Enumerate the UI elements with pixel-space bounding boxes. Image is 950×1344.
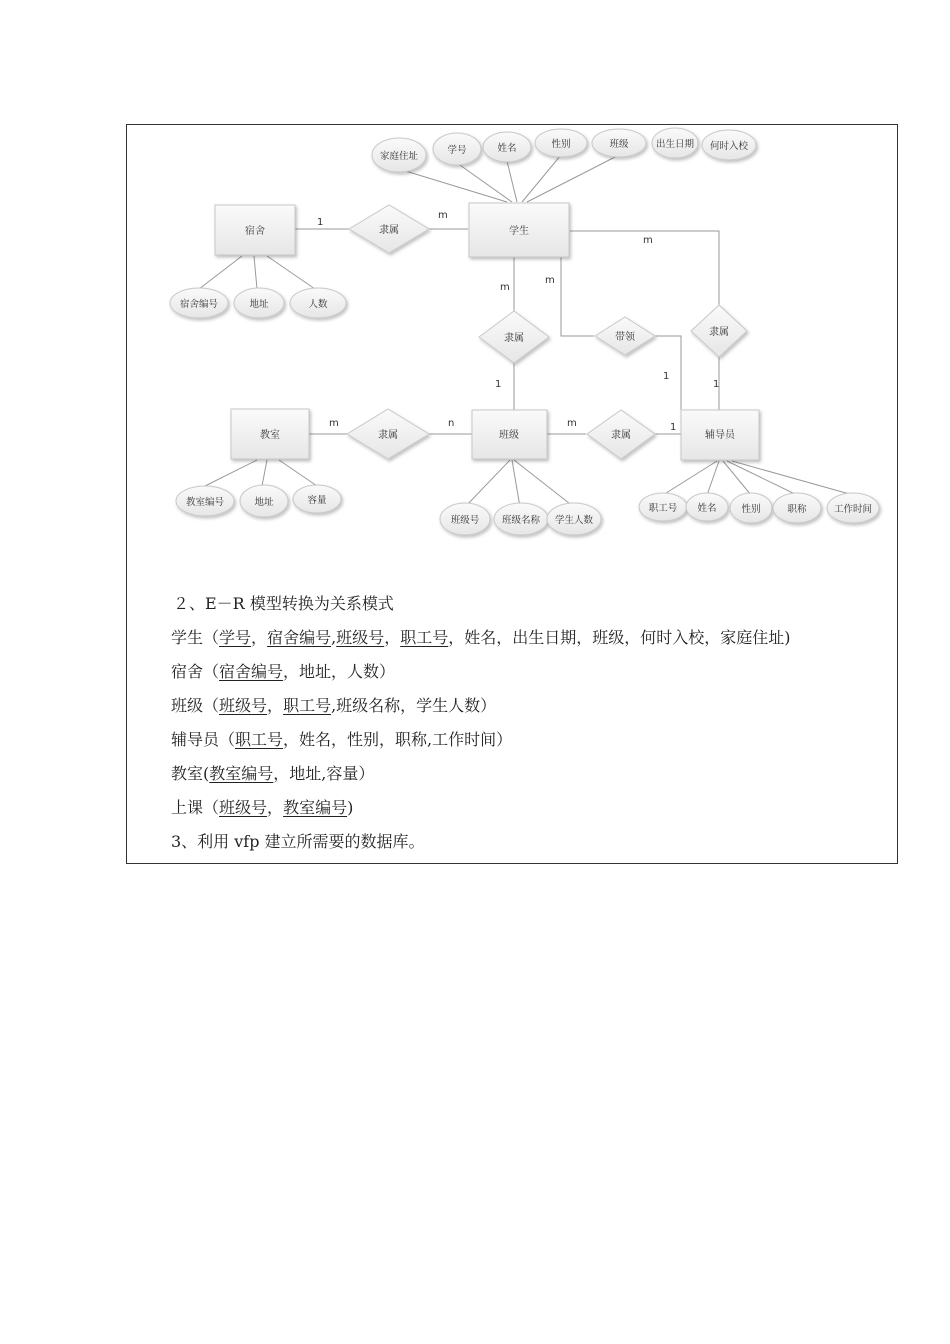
attr-counselor-title (773, 493, 821, 523)
schema-name: 上课 (171, 798, 204, 817)
entity-counselor (681, 410, 759, 460)
attr-counselor-name (686, 493, 728, 521)
svg-text:班级号: 班级号 (450, 515, 480, 526)
svg-text:学生: 学生 (509, 226, 529, 237)
svg-text:班级名称: 班级名称 (501, 515, 541, 526)
schema-name: 班级 (171, 696, 204, 715)
svg-text:性别: 性别 (741, 504, 761, 515)
svg-text:工作时间: 工作时间 (833, 504, 873, 515)
attr-student-address (372, 138, 426, 172)
svg-text:容量: 容量 (307, 495, 327, 506)
attr-student-gender (535, 129, 587, 157)
attr-class-student-count (547, 503, 601, 535)
card-class-n: n (448, 418, 455, 429)
svg-text:带领: 带领 (615, 332, 635, 343)
attr-counselor-gender (730, 493, 772, 523)
svg-text:宿舍编号: 宿舍编号 (179, 299, 219, 310)
attr-classroom-address (240, 485, 288, 517)
svg-text:教室编号: 教室编号 (185, 497, 225, 508)
section-heading: ２、E－R 模型转换为关系模式 (173, 594, 394, 613)
svg-text:隶属: 隶属 (611, 430, 631, 441)
primary-key: 教室编号 (283, 798, 348, 817)
svg-text:隶属: 隶属 (504, 333, 524, 344)
svg-text:隶属: 隶属 (379, 225, 399, 236)
entity-class (472, 410, 547, 459)
svg-text:姓名: 姓名 (497, 143, 517, 154)
attr-class-id (440, 503, 490, 535)
svg-text:出生日期: 出生日期 (655, 139, 695, 150)
schema-counselor: 辅导员（职工号，姓名，性别，职称,工作时间） (171, 730, 513, 749)
svg-text:职工号: 职工号 (648, 503, 678, 514)
svg-text:班级: 班级 (609, 139, 629, 150)
foreign-key: 职工号 (400, 628, 449, 647)
relation-lead (595, 317, 655, 355)
svg-text:地址: 地址 (249, 299, 269, 310)
card-student-dorm: m (438, 210, 448, 221)
card-student-lead: m (545, 275, 555, 286)
card-class-side: 1 (495, 379, 502, 390)
attr-student-name (483, 132, 531, 162)
svg-text:地址: 地址 (254, 497, 274, 508)
attr-student-id (433, 133, 481, 165)
card-student-counselor: m (643, 235, 653, 246)
primary-key: 职工号 (235, 730, 284, 749)
entity-dorm (215, 205, 295, 255)
svg-text:家庭住址: 家庭住址 (379, 151, 419, 162)
attr-classroom-id (176, 486, 234, 516)
schema-class: 班级（班级号，职工号,班级名称，学生人数） (171, 696, 497, 715)
attr-classroom-capacity (293, 485, 341, 513)
primary-key: 学号 (219, 628, 252, 647)
card-dorm: 1 (317, 217, 324, 228)
attr-counselor-worktime (827, 493, 879, 523)
svg-text:辅导员: 辅导员 (705, 430, 735, 441)
attr-dorm-address (234, 288, 284, 318)
card-class-m: m (567, 418, 577, 429)
card-counselor-1: 1 (670, 422, 677, 433)
schema-name: 教室 (171, 764, 204, 783)
relation-class-student (479, 311, 549, 363)
schema-lesson: 上课（班级号，教室编号) (171, 798, 354, 817)
schema-dorm: 宿舍（宿舍编号，地址，人数） (171, 662, 396, 681)
card-classroom: m (329, 418, 339, 429)
relation-counselor-student (691, 305, 747, 357)
svg-text:人数: 人数 (308, 299, 328, 310)
card-counselor-rel: 1 (713, 379, 720, 390)
svg-text:教室: 教室 (260, 430, 280, 441)
schema-classroom: 教室(教室编号，地址,容量） (171, 764, 375, 783)
attr-dorm-count (290, 288, 346, 318)
card-student-class: m (500, 282, 510, 293)
primary-key: 班级号 (219, 798, 268, 817)
schema-name: 宿舍 (171, 662, 204, 681)
attr-counselor-id (639, 493, 687, 521)
foreign-key: 班级号 (336, 628, 385, 647)
schema-student: 学生（学号，宿舍编号,班级号，职工号，姓名，出生日期，班级，何时入校，家庭住址) (171, 628, 791, 647)
svg-text:宿舍: 宿舍 (245, 226, 265, 237)
attr-dorm-id (170, 288, 228, 318)
svg-text:隶属: 隶属 (709, 327, 729, 338)
svg-text:何时入校: 何时入校 (709, 141, 749, 152)
svg-text:隶属: 隶属 (378, 430, 398, 441)
primary-key: 教室编号 (209, 764, 274, 783)
attr-student-birthdate (652, 128, 698, 158)
svg-text:学号: 学号 (447, 145, 467, 156)
svg-text:职称: 职称 (787, 504, 807, 515)
primary-key: 班级号 (219, 696, 268, 715)
document-frame (126, 124, 898, 864)
primary-key: 宿舍编号 (219, 662, 284, 681)
svg-text:性别: 性别 (551, 139, 571, 150)
foreign-key: 宿舍编号 (267, 628, 332, 647)
entity-classroom (231, 409, 309, 459)
entity-student (469, 203, 569, 257)
attr-class-name (494, 503, 548, 535)
step-3-text: 3、利用 vfp 建立所需要的数据库。 (171, 832, 425, 851)
svg-text:姓名: 姓名 (697, 503, 717, 514)
relation-class-counselor (587, 410, 655, 459)
attr-student-class (592, 129, 646, 157)
schema-name: 学生 (171, 628, 204, 647)
svg-text:学生人数: 学生人数 (554, 515, 594, 526)
svg-text:班级: 班级 (499, 430, 519, 441)
attr-student-enroll (702, 130, 756, 160)
relation-dorm-student (349, 205, 429, 253)
relation-classroom-class (347, 409, 429, 459)
er-diagram (127, 125, 897, 565)
schema-name: 辅导员 (171, 730, 220, 749)
foreign-key: 职工号 (283, 696, 332, 715)
card-lead-counselor: 1 (663, 371, 670, 382)
